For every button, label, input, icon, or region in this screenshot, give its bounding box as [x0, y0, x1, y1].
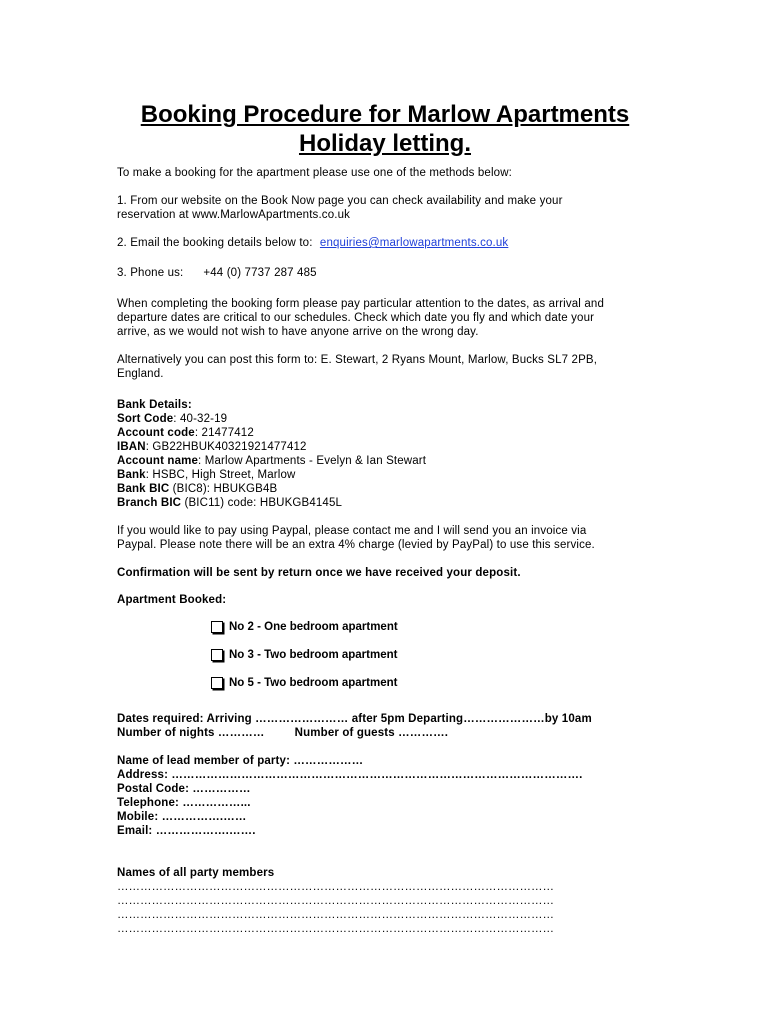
bank-account-name [117, 454, 662, 468]
account-name-value: : Marlow Apartments - Evelyn & Ian Stewart [198, 455, 427, 467]
bank-value: : HSBC, High Street, Marlow [145, 469, 296, 481]
names-line: …………………………………………………………………………………………………… [117, 881, 554, 893]
method-website-line-2: reservation at www.MarlowApartments.co.uk [117, 209, 351, 221]
bic-label: Bank BIC [117, 483, 170, 495]
names-line: …………………………………………………………………………………………………… [117, 923, 554, 935]
method-website [117, 194, 662, 222]
title-line-1: Booking Procedure for Marlow Apartments [140, 101, 630, 128]
bank-branch-bic [117, 496, 662, 510]
apartment-heading: Apartment Booked: [117, 594, 227, 606]
apartment-option-label: No 2 - One bedroom apartment [229, 621, 398, 633]
post-line-1: Alternatively you can post this form to: E. Stewart, 2 Ryans Mount, Marlow, Bucks SL7 2PB, [117, 354, 598, 366]
dates-line: Dates required: Arriving …………………… after 5pm Departing…………………by 10am [117, 713, 592, 725]
lead-member-field: Name of lead member of party: ……………… [117, 755, 364, 767]
apartment-option-label: No 3 - Two bedroom apartment [229, 649, 398, 661]
bic-value: (BIC8): HBUKGB4B [169, 483, 278, 495]
bank-account-code [117, 426, 662, 440]
bank-details [117, 398, 662, 510]
apartment-option-no2[interactable] [211, 620, 398, 634]
method-phone [117, 266, 662, 280]
post-line-2: England. [117, 368, 164, 380]
account-value: : 21477412 [194, 427, 254, 439]
address-field: Address: ……………………………………………………………………………………………. [117, 769, 583, 781]
checkbox-icon[interactable] [211, 621, 223, 633]
iban-value: : GB22HBUK40321921477412 [145, 441, 307, 453]
paypal-paragraph [117, 524, 662, 552]
bank-heading: Bank Details: [117, 399, 192, 411]
sort-value: : 40-32-19 [173, 413, 228, 425]
paypal-line-2: Paypal. Please note there will be an extra 4% charge (levied by PayPal) to use this service. [117, 539, 595, 551]
bank-bic [117, 482, 662, 496]
bank-label: Bank [117, 469, 146, 481]
names-line: …………………………………………………………………………………………………… [117, 895, 554, 907]
account-label: Account code [117, 427, 195, 439]
party-details [117, 754, 677, 838]
telephone-field: Telephone: ……………... [117, 797, 251, 809]
iban-label: IBAN [117, 441, 146, 453]
postal-code-field: Postal Code: …………… [117, 783, 251, 795]
page-title [60, 100, 710, 158]
apartment-option-no5[interactable] [211, 676, 397, 690]
paypal-line-1: If you would like to pay using Paypal, please contact me and I will send you an invoice via [117, 525, 587, 537]
attention-line-3: arrive, as we would not wish to have anyone arrive on the wrong day. [117, 326, 479, 338]
intro-text: To make a booking for the apartment please use one of the methods below: [117, 167, 513, 179]
apartment-option-no3[interactable] [211, 648, 397, 662]
phone-number: +44 (0) 7737 287 485 [203, 267, 317, 279]
post-paragraph [117, 353, 662, 381]
nights-guests-line: Number of nights ………… Number of guests …………. [117, 727, 449, 739]
email-link[interactable]: enquiries@marlowapartments.co.uk [319, 237, 509, 249]
checkbox-icon[interactable] [211, 677, 223, 689]
bank-name [117, 468, 662, 482]
confirmation-text: Confirmation will be sent by return once we have received your deposit. [117, 567, 521, 579]
attention-line-1: When completing the booking form please pay particular attention to the dates, as arrival and [117, 298, 604, 310]
method-email-label: 2. Email the booking details below to: [117, 237, 313, 249]
method-email [117, 236, 662, 250]
sort-label: Sort Code [117, 413, 174, 425]
bank-iban [117, 440, 662, 454]
apartment-option-label: No 5 - Two bedroom apartment [229, 677, 398, 689]
names-line: …………………………………………………………………………………………………… [117, 909, 554, 921]
email-field: Email: ……………….……. [117, 825, 256, 837]
dates-section [117, 712, 677, 740]
branch-label: Branch BIC [117, 497, 182, 509]
attention-paragraph [117, 297, 662, 339]
title-line-2: Holiday letting. [298, 130, 471, 157]
branch-value: (BIC11) code: HBUKGB4145L [181, 497, 343, 509]
bank-sort-code [117, 412, 662, 426]
checkbox-icon[interactable] [211, 649, 223, 661]
attention-line-2: departure dates are critical to our schedules. Check which date you fly and which date your [117, 312, 595, 324]
method-phone-label: 3. Phone us: [117, 267, 184, 279]
names-heading: Names of all party members [117, 867, 275, 879]
method-website-line-1: 1. From our website on the Book Now page you can check availability and make your [117, 195, 563, 207]
mobile-field: Mobile: …………….…… [117, 811, 247, 823]
account-name-label: Account name [117, 455, 199, 467]
